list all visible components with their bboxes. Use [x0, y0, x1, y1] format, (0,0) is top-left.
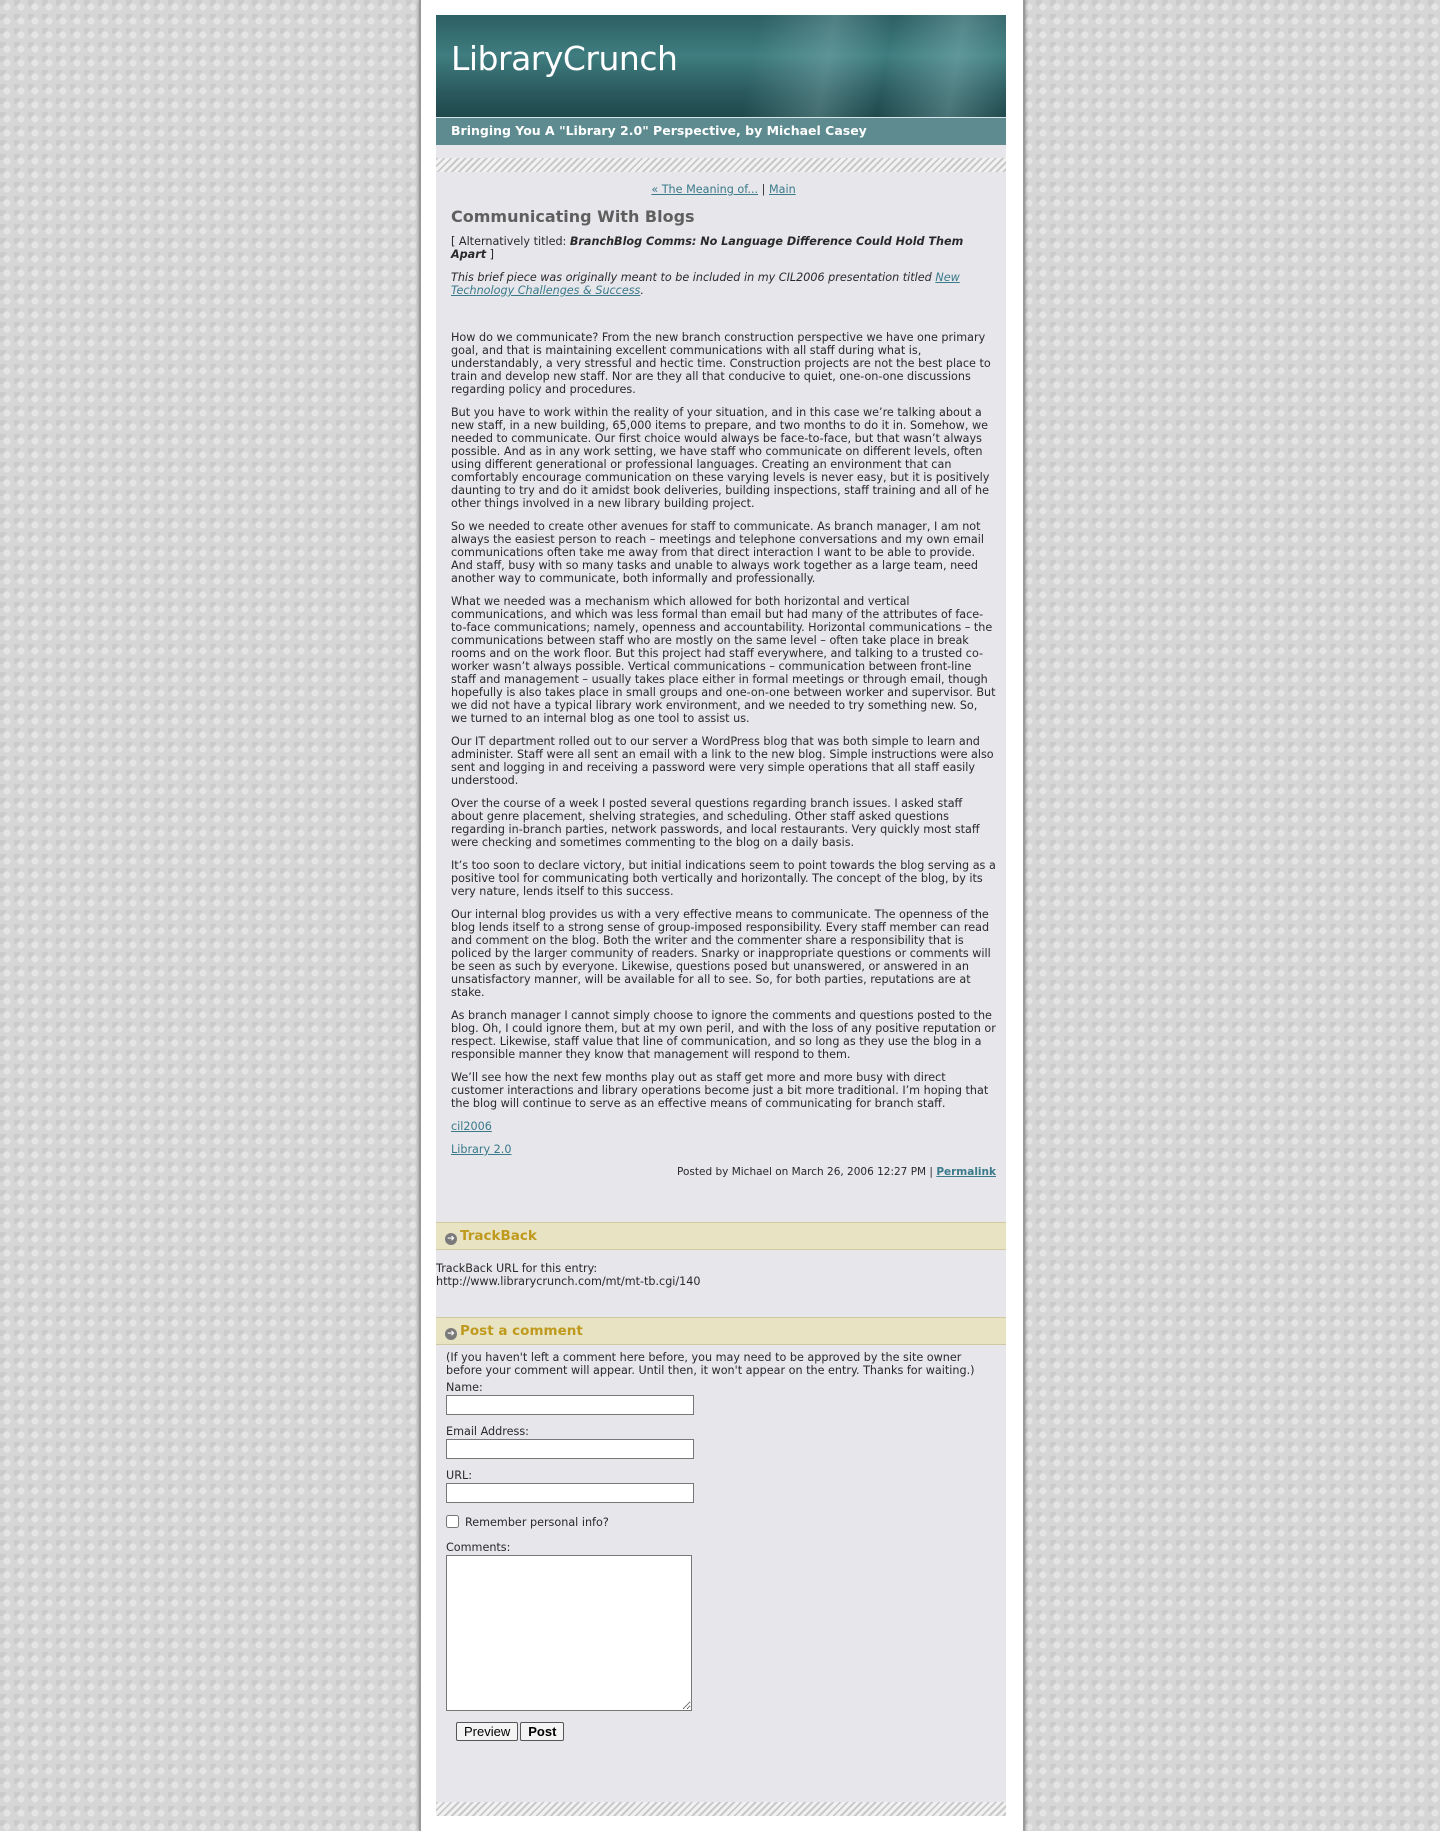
- post-paragraph: We’ll see how the next few months play out as staff get more and more busy with direct customer interactions and library operations become just a bit more traditional. I’m hoping that the blog will continue to serve as an effective means of communicating for branch staff.: [451, 1071, 989, 1110]
- url-label: URL:: [446, 1469, 472, 1482]
- remember-row: [446, 1515, 986, 1529]
- post-footer: [451, 1166, 996, 1179]
- email-label: Email Address:: [446, 1425, 529, 1438]
- content-panel: [436, 15, 1006, 1815]
- site-banner: [436, 15, 1006, 117]
- intro-end: .: [640, 284, 644, 297]
- post-paragraph: As branch manager I cannot simply choose to ignore the comments and questions posted to the blog. Oh, I could ignore them, but at my own peril, and with the loss of any positive reputation or respect. Likewise, staff value that line of communication, and so long as they use the blog in a responsible manner they know that management will respond to them.: [451, 1009, 996, 1061]
- comments-label: Comments:: [446, 1541, 511, 1554]
- tag-list: [451, 1120, 996, 1156]
- site-tagline: [436, 117, 1006, 145]
- trackback-url[interactable]: http://www.librarycrunch.com/mt/mt-tb.cgi/140: [436, 1275, 701, 1288]
- hatch-divider-bottom: [436, 1802, 1006, 1816]
- post-paragraph: But you have to work within the reality of your situation, and in this case we’re talking about a new staff, in a new building, 65,000 items to prepare, and two months to do it in. Somehow, we needed to communicate. Our first choice would always be face-to-face, but that wasn’t always possible. And as in any work setting, we have staff who communicate on different levels, often using different generational or professional languages. Creating an environment that can comfortably encourage communication on these varying levels is never easy, but it is positively daunting to try and do it amidst book deliveries, building inspections, staff training and all of he other things involved in a new library building project.: [451, 406, 990, 510]
- alt-title-text: BranchBlog Comms: No Language Difference Could Hold Them Apart: [451, 235, 964, 261]
- post-button[interactable]: Post: [520, 1722, 564, 1741]
- comment-notice: (If you haven't left a comment here before, you may need to be approved by the site owner before your comment will appear. Until then, it won't appear on the entry. Thanks for waiting.): [446, 1351, 975, 1377]
- tagline-text: Bringing You A "Library 2.0" Perspective, by Michael Casey: [451, 123, 867, 138]
- post-title: Communicating With Blogs: [451, 207, 695, 226]
- permalink-link[interactable]: Permalink: [936, 1166, 996, 1178]
- post-paragraph: What we needed was a mechanism which allowed for both horizontal and vertical communications, and which was less formal than email but had many of the attributes of face-to-face communications; namely, openness and accountability. Horizontal communications – the communications between staff who are mostly on the same level – often take place in break rooms and on the work floor. But this project had staff everywhere, and talking to a trusted co-worker wasn’t always possible. Vertical communications – communication between front-line staff and management – usually takes place either in formal meetings or through email, though hopefully is also takes place in small groups and one-on-one between worker and supervisor. But we did not have a typical library work environment, and we needed to try something new. So, we turned to an internal blog as one tool to assist us.: [451, 595, 996, 725]
- remember-label: Remember personal info?: [465, 1516, 609, 1529]
- site-title[interactable]: LibraryCrunch: [451, 39, 678, 78]
- main-link[interactable]: Main: [768, 183, 796, 196]
- trackback-info: [436, 1262, 701, 1288]
- alt-prefix: [ Alternatively titled:: [451, 235, 570, 248]
- post-body: [451, 331, 996, 1110]
- hatch-divider-top: [436, 158, 1006, 172]
- post-paragraph: Our IT department rolled out to our server a WordPress blog that was both simple to learn and administer. Staff were all sent an email with a link to the new blog. Simple instructions were also sent and logging in and receiving a password were very simple operations that all staff easily understood.: [451, 735, 994, 787]
- post-paragraph: How do we communicate? From the new branch construction perspective we have one primary goal, and that is maintaining excellent communications with all staff during what is, understandably, a very stressful and hectic time. Construction projects are not the best place to train and develop new staff. Nor are they all that conducive to quiet, one-on-one discussions regarding policy and procedures.: [451, 331, 991, 396]
- presentation-link[interactable]: New Technology Challenges & Success: [451, 271, 960, 297]
- previous-entry-link[interactable]: « The Meaning of...: [651, 183, 759, 196]
- arrow-right-icon: ➔: [445, 1233, 457, 1245]
- form-buttons: [456, 1722, 986, 1741]
- post-paragraph: Our internal blog provides us with a very effective means to communicate. The openness of the blog lends itself to a strong sense of group-imposed responsibility. Every staff member can read and comment on the blog. Both the writer and the commenter share a responsibility that is policed by the larger community of readers. Snarky or inappropriate questions or comments will be seen as such by everyone. Likewise, questions posed but unanswered, or answered in an unsatisfactory manner, will be available for all to see. So, for both parties, reputations are at stake.: [451, 908, 991, 999]
- post-intro: [451, 271, 996, 297]
- post-comment-heading: [436, 1317, 1006, 1345]
- tag-link-library-2-0[interactable]: Library 2.0: [451, 1143, 512, 1156]
- name-field[interactable]: [446, 1395, 694, 1415]
- trackback-heading: [436, 1222, 1006, 1250]
- posted-by-text: Posted by Michael on March 26, 2006 12:27 PM |: [677, 1166, 937, 1178]
- tag-link-cil2006[interactable]: cil2006: [451, 1120, 492, 1133]
- remember-checkbox[interactable]: [446, 1515, 459, 1528]
- alt-suffix: ]: [486, 248, 495, 261]
- arrow-right-icon: ➔: [445, 1328, 457, 1340]
- email-field[interactable]: [446, 1439, 694, 1459]
- intro-text: This brief piece was originally meant to be included in my CIL2006 presentation titled: [451, 271, 936, 284]
- url-field[interactable]: [446, 1483, 694, 1503]
- comment-form: [446, 1351, 986, 1741]
- entry: [451, 183, 996, 1179]
- post-paragraph: So we needed to create other avenues for staff to communicate. As branch manager, I am not always the easiest person to reach – meetings and telephone conversations and my own email communications often take me away from that direct interaction I want to be able to provide. And staff, busy with so many tasks and unable to always work together as a large team, need another way to communicate, both informally and professionally.: [451, 520, 984, 585]
- trackback-heading-text: TrackBack: [460, 1228, 537, 1244]
- post-paragraph: Over the course of a week I posted several questions regarding branch issues. I asked staff about genre placement, shelving strategies, and scheduling. Other staff asked questions regarding in-branch parties, network passwords, and local restaurants. Very quickly most staff were checking and sometimes commenting to the blog on a daily basis.: [451, 797, 980, 849]
- post-paragraph: It’s too soon to declare victory, but initial indications seem to point towards the blog serving as a positive tool for communicating both vertically and horizontally. The concept of the blog, by its very nature, lends itself to this success.: [451, 859, 996, 898]
- entry-navigation: [451, 183, 996, 196]
- comments-textarea[interactable]: [446, 1555, 692, 1711]
- page-frame: [419, 0, 1025, 1831]
- post-comment-heading-text: Post a comment: [460, 1323, 583, 1339]
- trackback-url-label: TrackBack URL for this entry:: [436, 1262, 598, 1275]
- name-label: Name:: [446, 1381, 483, 1394]
- nav-separator: |: [761, 183, 766, 196]
- preview-button[interactable]: Preview: [456, 1722, 518, 1741]
- alternate-title: [451, 235, 996, 261]
